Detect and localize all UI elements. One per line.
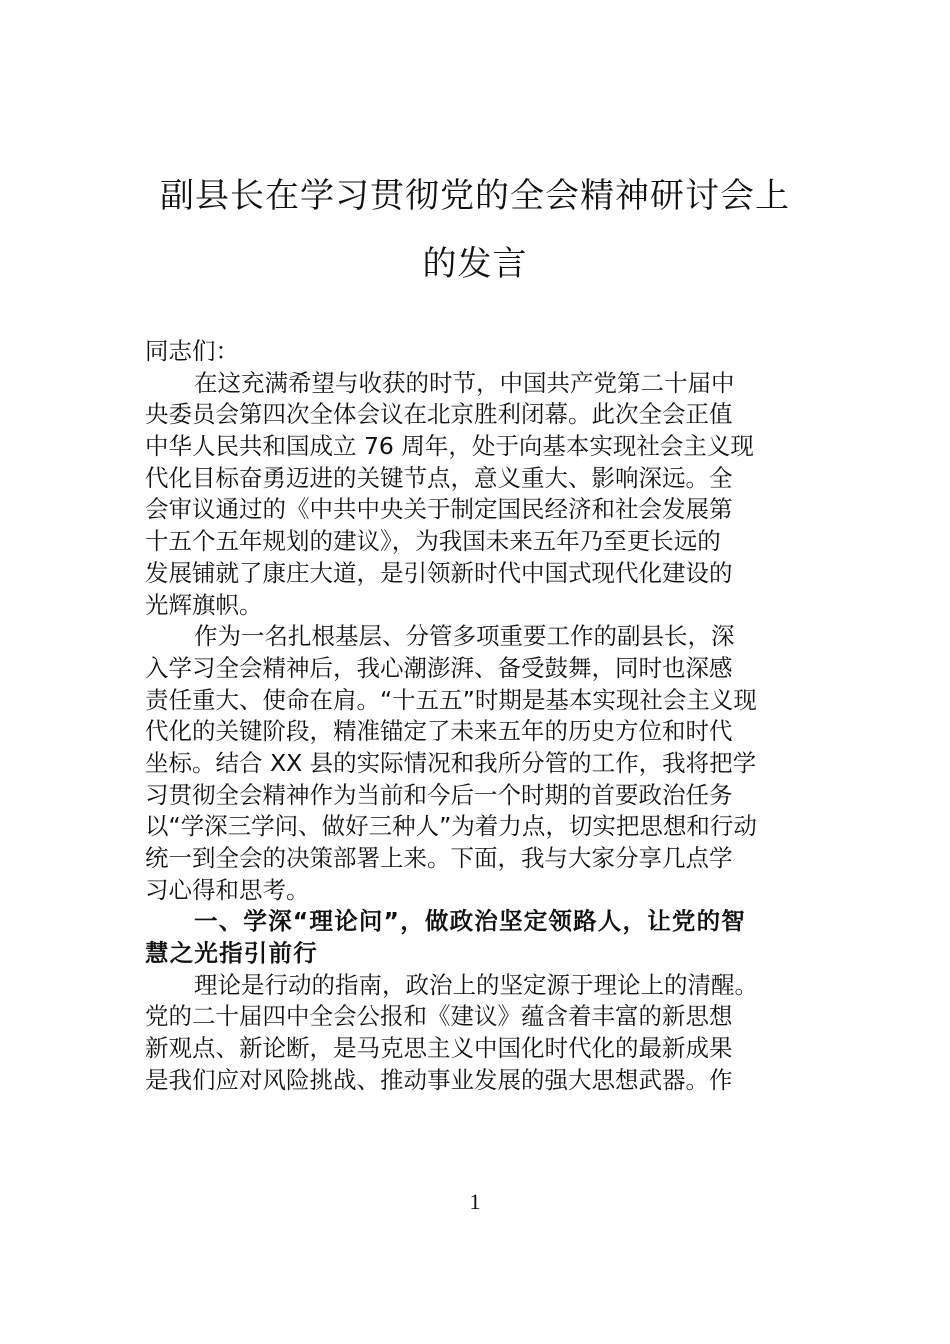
salutation: 同志们：	[145, 337, 239, 365]
paragraph-line: 代化的关键阶段，精准锚定了未来五年的历史方位和时代	[145, 717, 733, 746]
section-heading	[145, 906, 825, 969]
paragraph-line: 党的二十届四中全会公报和《建议》蕴含着丰富的新思想	[145, 1002, 733, 1031]
paragraph-line: 央委员会第四次全体会议在北京胜利闭幕。此次全会正值	[145, 400, 733, 429]
document-body	[145, 336, 825, 1097]
paragraph-2	[145, 621, 825, 906]
paragraph-line: 习贯彻全会精神作为当前和今后一个时期的首要政治任务	[145, 780, 733, 809]
paragraph-line: 理论是行动的指南，政治上的坚定源于理论上的清醒。	[194, 970, 758, 999]
paragraph-line: 发展铺就了康庄大道，是引领新时代中国式现代化建设的	[145, 558, 733, 587]
paragraph-line: 以“学深三学问、做好三种人”为着力点，切实把思想和行动	[145, 812, 757, 841]
section-heading-line: 慧之光指引前行	[145, 939, 318, 968]
paragraph-line: 中华人民共和国成立 76 周年，处于向基本实现社会主义现	[145, 432, 754, 461]
paragraph-line: 会审议通过的《中共中央关于制定国民经济和社会发展第	[145, 495, 733, 524]
paragraph-line: 统一到全会的决策部署上来。下面，我与大家分享几点学	[145, 844, 733, 872]
paragraph-line: 习心得和思考。	[145, 875, 310, 904]
paragraph-1	[145, 368, 825, 622]
document-title-line-1: 副县长在学习贯彻党的全会精神研讨会上	[160, 176, 790, 216]
paragraph-3	[145, 970, 825, 1097]
paragraph-line: 代化目标奋勇迈进的关键节点，意义重大、影响深远。全	[145, 463, 733, 492]
paragraph-line: 是我们应对风险挑战、推动事业发展的强大思想武器。作	[145, 1065, 733, 1094]
section-heading-line: 一、学深“理论问”，做政治坚定领路人，让党的智	[194, 907, 746, 936]
document-title-line-2: 的发言	[422, 244, 528, 284]
paragraph-line: 作为一名扎根基层、分管多项重要工作的副县长，深	[194, 622, 735, 651]
paragraph-line: 责任重大、使命在肩。“十五五”时期是基本实现社会主义现	[145, 685, 757, 714]
paragraph-line: 坐标。结合 XX 县的实际情况和我所分管的工作，我将把学	[145, 748, 757, 777]
paragraph-line: 在这充满希望与收获的时节，中国共产党第二十届中	[194, 368, 735, 397]
page-number: 1	[469, 1189, 481, 1214]
paragraph-line: 新观点、新论断，是马克思主义中国化时代化的最新成果	[145, 1034, 733, 1063]
paragraph-line: 光辉旗帜。	[145, 590, 263, 619]
paragraph-line: 入学习全会精神后，我心潮澎湃、备受鼓舞，同时也深感	[145, 653, 733, 682]
paragraph-line: 十五个五年规划的建议》，为我国未来五年乃至更长远的	[145, 527, 721, 556]
